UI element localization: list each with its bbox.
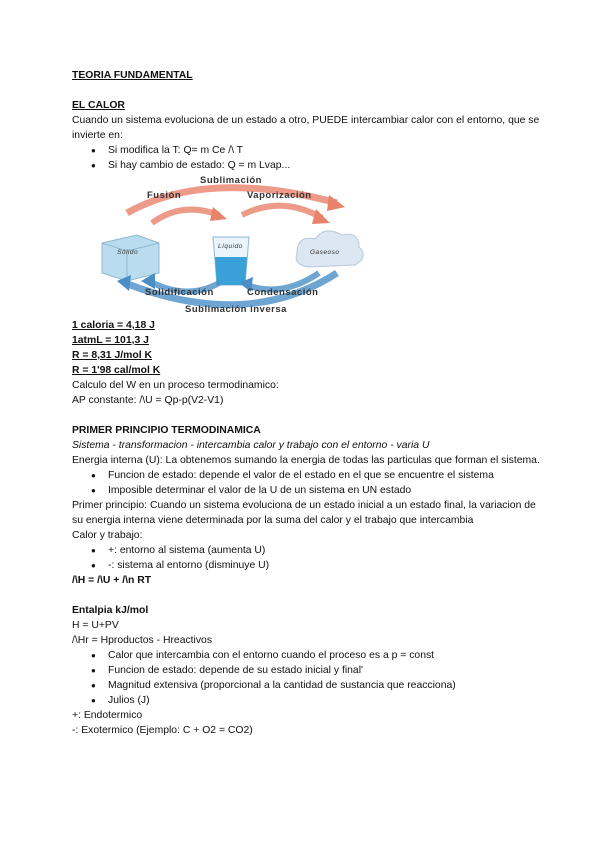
entalpia-hr: /\Hr = Hproductos - Hreactivos	[72, 635, 213, 646]
list-item: ● Funcion de estado: depende el valor de el estado en el que se encuentre el sistema	[108, 468, 542, 483]
doc-title: TEORIA FUNDAMENTAL	[72, 70, 193, 81]
constant-line: 1 caloria = 4,18 J	[72, 320, 155, 331]
entalpia-heading: Entalpia kJ/mol	[72, 605, 149, 616]
label-sublimacion: Sublimación	[200, 175, 262, 186]
calor-intro: Cuando un sistema evoluciona de un estado a otro, PUEDE intercambiar calor con el entorno, que se invierte en:	[72, 115, 540, 141]
label-sublimacion-inversa: Sublimación inversa	[185, 304, 287, 315]
calc-line: Calculo del W en un proceso termodinamico:	[72, 380, 279, 391]
list-item: ● Magnitud extensiva (proporcional a la cantidad de sustancia que reacciona)	[108, 678, 542, 693]
list-item: ● -: sistema al entorno (disminuye U)	[108, 558, 542, 573]
label-gaseoso: Gaseoso	[310, 249, 340, 256]
list-item: ● Funcion de estado: depende de su estado inicial y final'	[108, 663, 542, 678]
constant-line: 1atmL = 101,3 J	[72, 335, 149, 346]
list-item: ● Si modifica la T: Q= m Ce /\ T	[108, 143, 542, 158]
primer-principio: Primer principio: Cuando un sistema evoluciona de un estado inicial a un estado final, la variacion de su energia interna viene determinada por la suma del calor y el trabajo que intercambia	[72, 500, 536, 526]
label-fusion: Fusión	[147, 190, 182, 201]
label-solidificacion: Solidificación	[145, 287, 214, 298]
calor-bullets	[72, 143, 542, 173]
primer-bullets	[72, 468, 542, 498]
exotermico: -: Exotermico (Ejemplo: C + O2 = CO2)	[72, 725, 253, 736]
entalpia-formula: /\H = /\U + /\n RT	[72, 575, 152, 586]
endotermico: +: Endotermico	[72, 710, 143, 721]
arrow-head	[210, 207, 227, 221]
constant-line: R = 8,31 J/mol K	[72, 350, 152, 361]
entalpia-h: H = U+PV	[72, 620, 119, 631]
fusion-arrow	[152, 210, 219, 223]
vaporizacion-arrow	[242, 206, 322, 218]
sign-bullets	[72, 543, 542, 573]
list-item: ● Julios (J)	[108, 693, 542, 708]
list-item: ● Si hay cambio de estado: Q = m Lvap...	[108, 158, 542, 173]
arrow-head	[327, 195, 345, 211]
primer-subtitle: Sistema - transformacion - intercambia calor y trabajo con el entorno - varia U	[72, 440, 430, 451]
label-condensacion: Condensación	[247, 287, 319, 298]
calor-trabajo: Calor y trabajo:	[72, 530, 143, 541]
state-change-diagram	[97, 173, 367, 318]
label-vaporizacion: Vaporización	[247, 190, 312, 201]
primer-heading: PRIMER PRINCIPIO TERMODINAMICA	[72, 425, 261, 436]
calor-heading: EL CALOR	[72, 100, 125, 111]
entalpia-bullets	[72, 648, 542, 708]
label-liquido: Líquido	[218, 243, 243, 250]
list-item: ● Calor que intercambia con el entorno cuando el proceso es a p = const	[108, 648, 542, 663]
label-solido: Sólido	[117, 249, 139, 256]
document-page	[72, 68, 542, 738]
calc-line: AP constante: /\U = Qp-p(V2-V1)	[72, 395, 224, 406]
list-item: ● Imposible determinar el valor de la U de un sistema en UN estado	[108, 483, 542, 498]
energia-interna: Energia interna (U): La obtenemos sumando la energia de todas las particulas que forman el sistema.	[72, 455, 540, 466]
list-item: ● +: entorno al sistema (aumenta U)	[108, 543, 542, 558]
constant-line: R = 1'98 cal/mol K	[72, 365, 161, 376]
water	[215, 257, 247, 285]
